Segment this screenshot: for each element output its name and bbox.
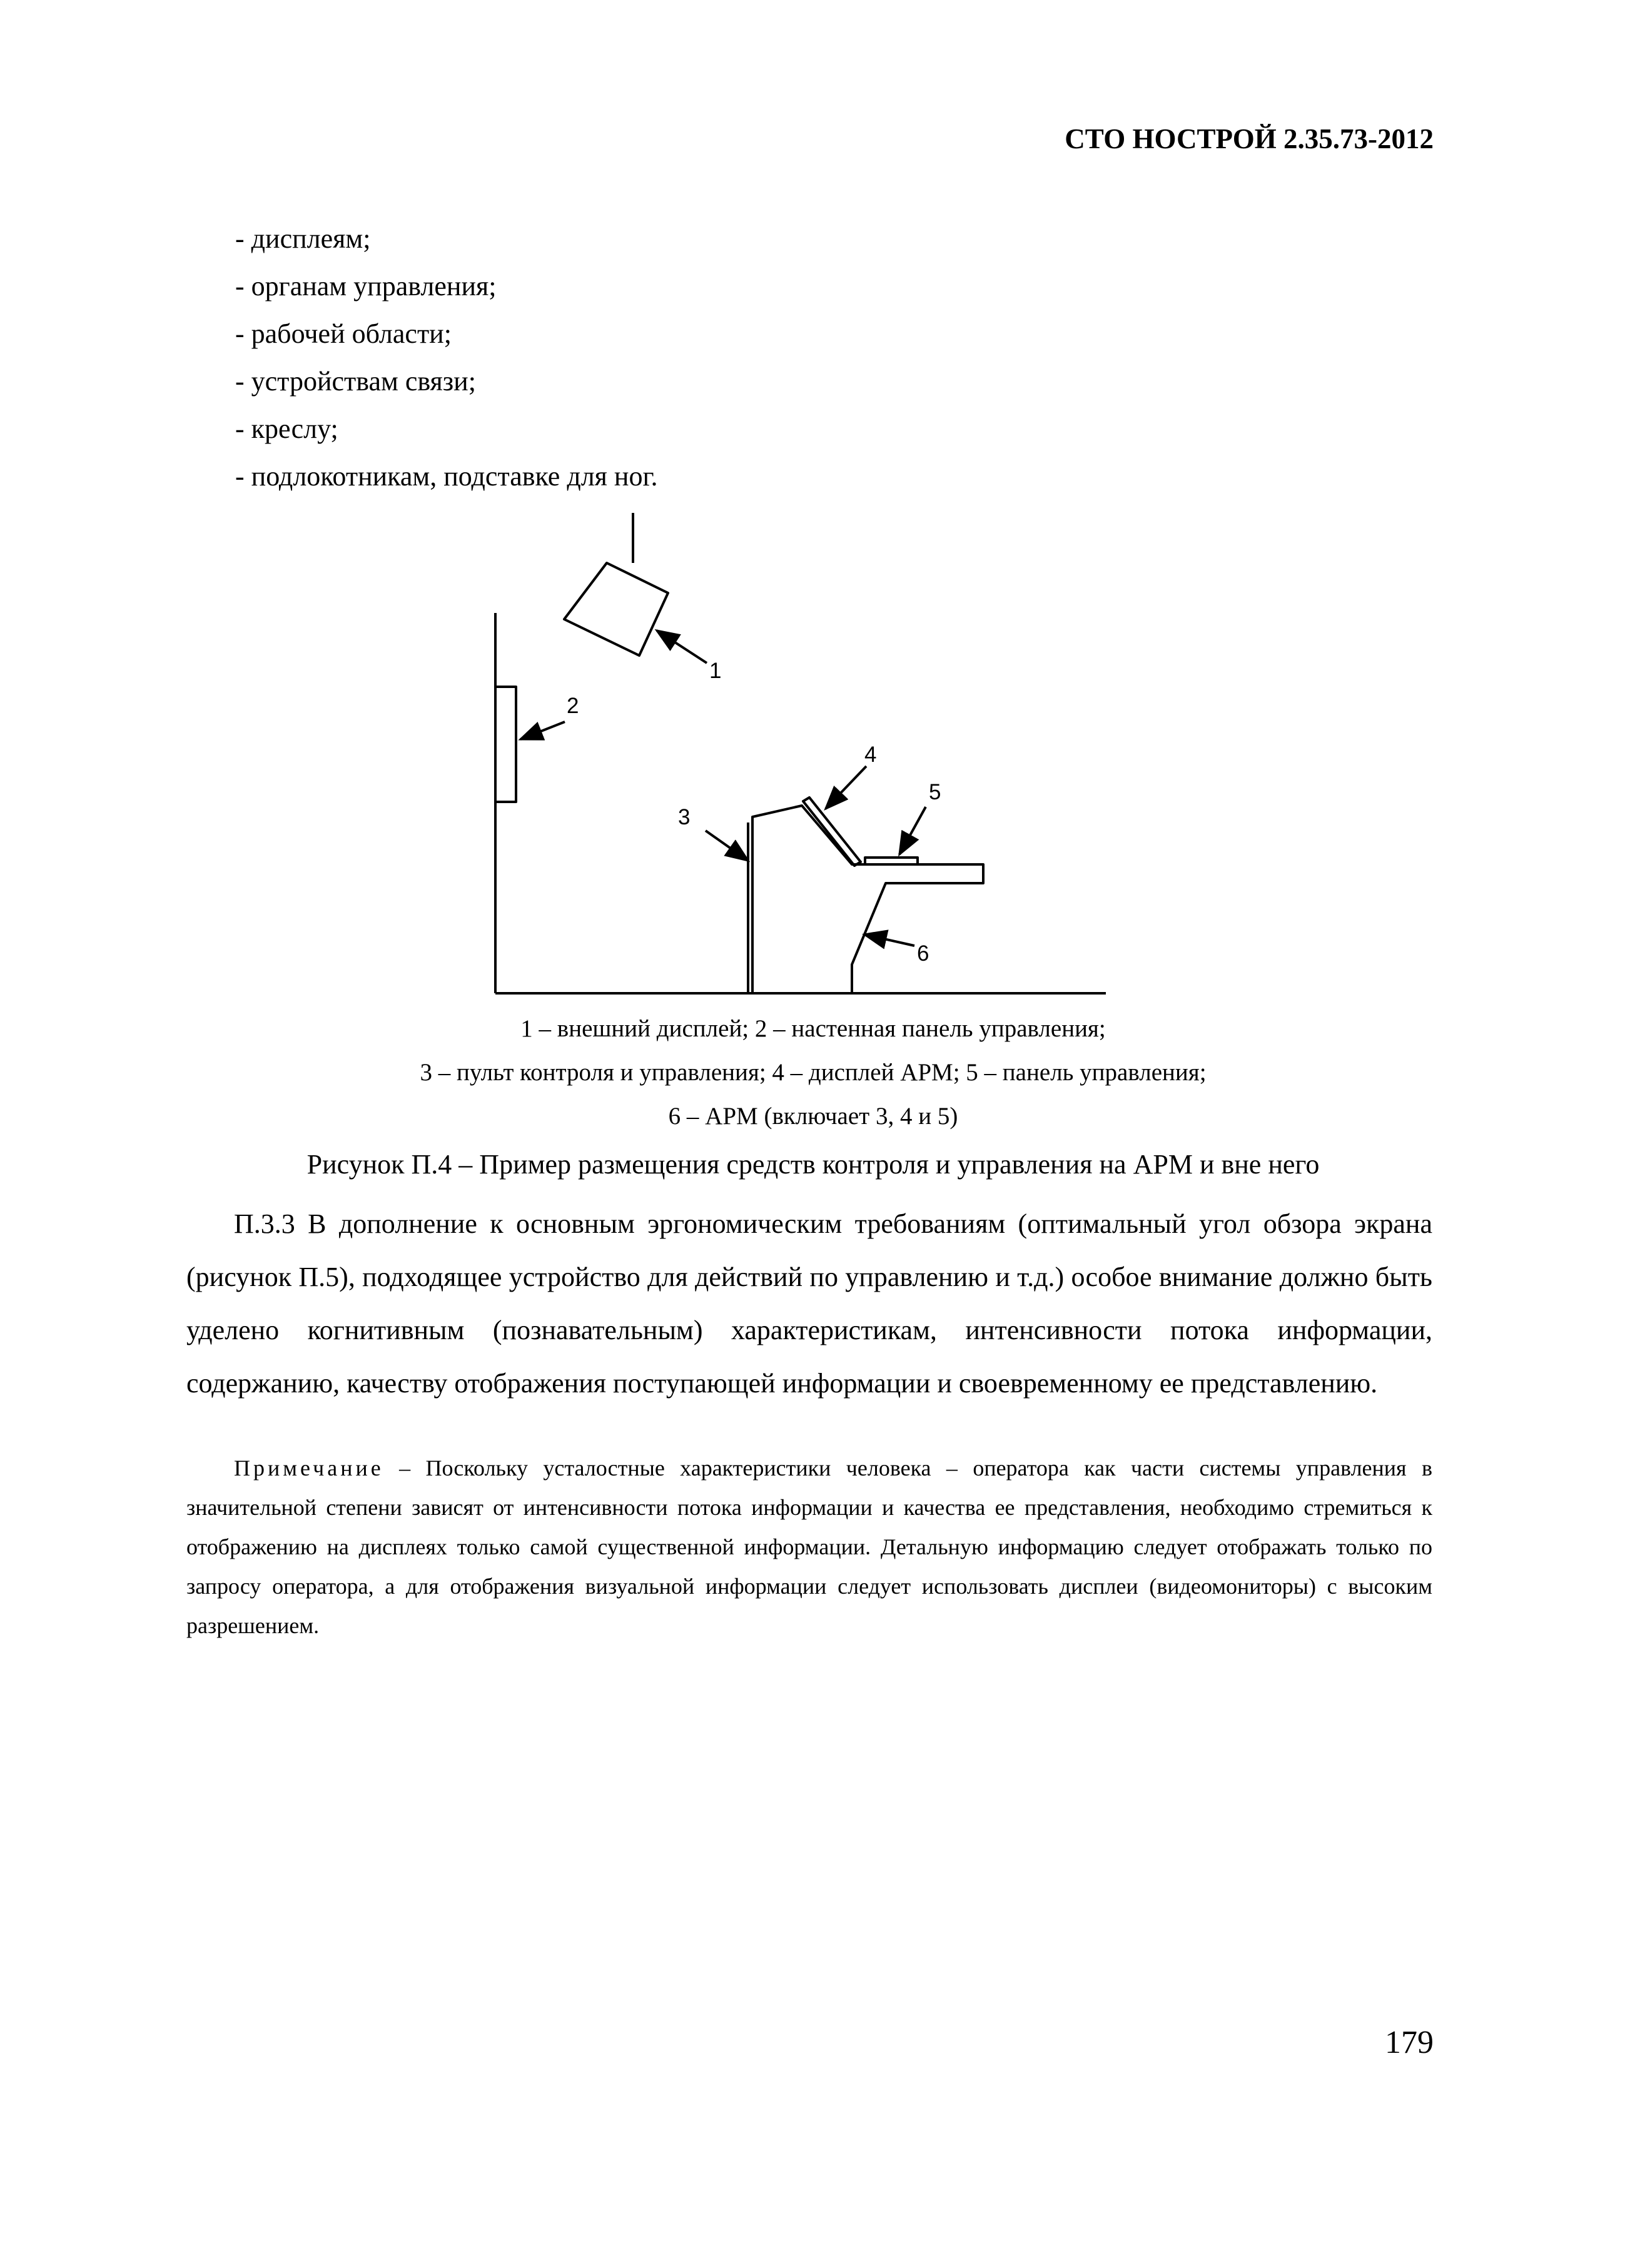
leader-6: [864, 934, 914, 946]
leader-2: [520, 722, 565, 739]
callout-label: 1: [709, 659, 722, 683]
list-item: - органам управления;: [235, 271, 497, 301]
callout-label: 5: [929, 780, 941, 804]
callout-label: 4: [864, 742, 877, 767]
page-number: 179: [1385, 2025, 1434, 2060]
callout-label: 3: [678, 805, 691, 829]
workstation-display: [803, 797, 861, 866]
leader-5: [899, 807, 926, 854]
legend-line: 3 – пульт контроля и управления; 4 – дисплей АРМ; 5 – панель управления;: [420, 1059, 1207, 1086]
wall-panel: [495, 687, 516, 802]
desk-control-panel: [865, 858, 918, 864]
list-item: - креслу;: [235, 413, 338, 444]
callout-label: 2: [567, 694, 579, 718]
list-item: - подлокотникам, подставке для ног.: [235, 461, 658, 492]
note-label: Примечание: [234, 1455, 384, 1481]
leader-4: [826, 766, 866, 809]
document-code-header: СТО НОСТРОЙ 2.35.73-2012: [1065, 123, 1434, 154]
note-text: – Поскольку усталостные характеристики человека – оператора как части системы управления в значительной степени зависят от интенсивности потока информации и качества ее представления, необходимо стремиться к отображению на дисплеях только самой существенной информации. Детальную информацию следует отображать только по запросу оператора, а для отображения визуальной информации следует использовать дисплеи (видеомониторы) с высоким разрешением.: [186, 1455, 1432, 1638]
callout-label: 6: [917, 941, 929, 966]
note-paragraph: [186, 1449, 1432, 1646]
legend-line: 1 – внешний дисплей; 2 – настенная панель управления;: [520, 1015, 1106, 1042]
leader-3: [706, 831, 748, 861]
list-item: - рабочей области;: [235, 318, 452, 349]
body-paragraph: П.3.3 В дополнение к основным эргономическим требованиям (оптимальный угол обзора экрана (рисунок П.5), подходящее устройство для действий по управлению и т.д.) особое внимание должно быть уделено когнитивным (познавательным) характеристикам, интенсивности потока информации, содержанию, качеству отображения поступающей информации и своевременному ее представлению.: [186, 1208, 1432, 1399]
legend-line: 6 – АРМ (включает 3, 4 и 5): [668, 1103, 958, 1130]
workstation-diagram: [0, 0, 1625, 1032]
figure-legend: [188, 1007, 1439, 1138]
list-item: - дисплеям;: [235, 223, 371, 254]
control-console: [752, 806, 983, 993]
list-item: - устройствам связи;: [235, 366, 476, 397]
leader-1: [657, 630, 707, 663]
figure-caption: Рисунок П.4 – Пример размещения средств контроля и управления на АРМ и вне него: [306, 1149, 1320, 1180]
external-display: [564, 563, 668, 656]
